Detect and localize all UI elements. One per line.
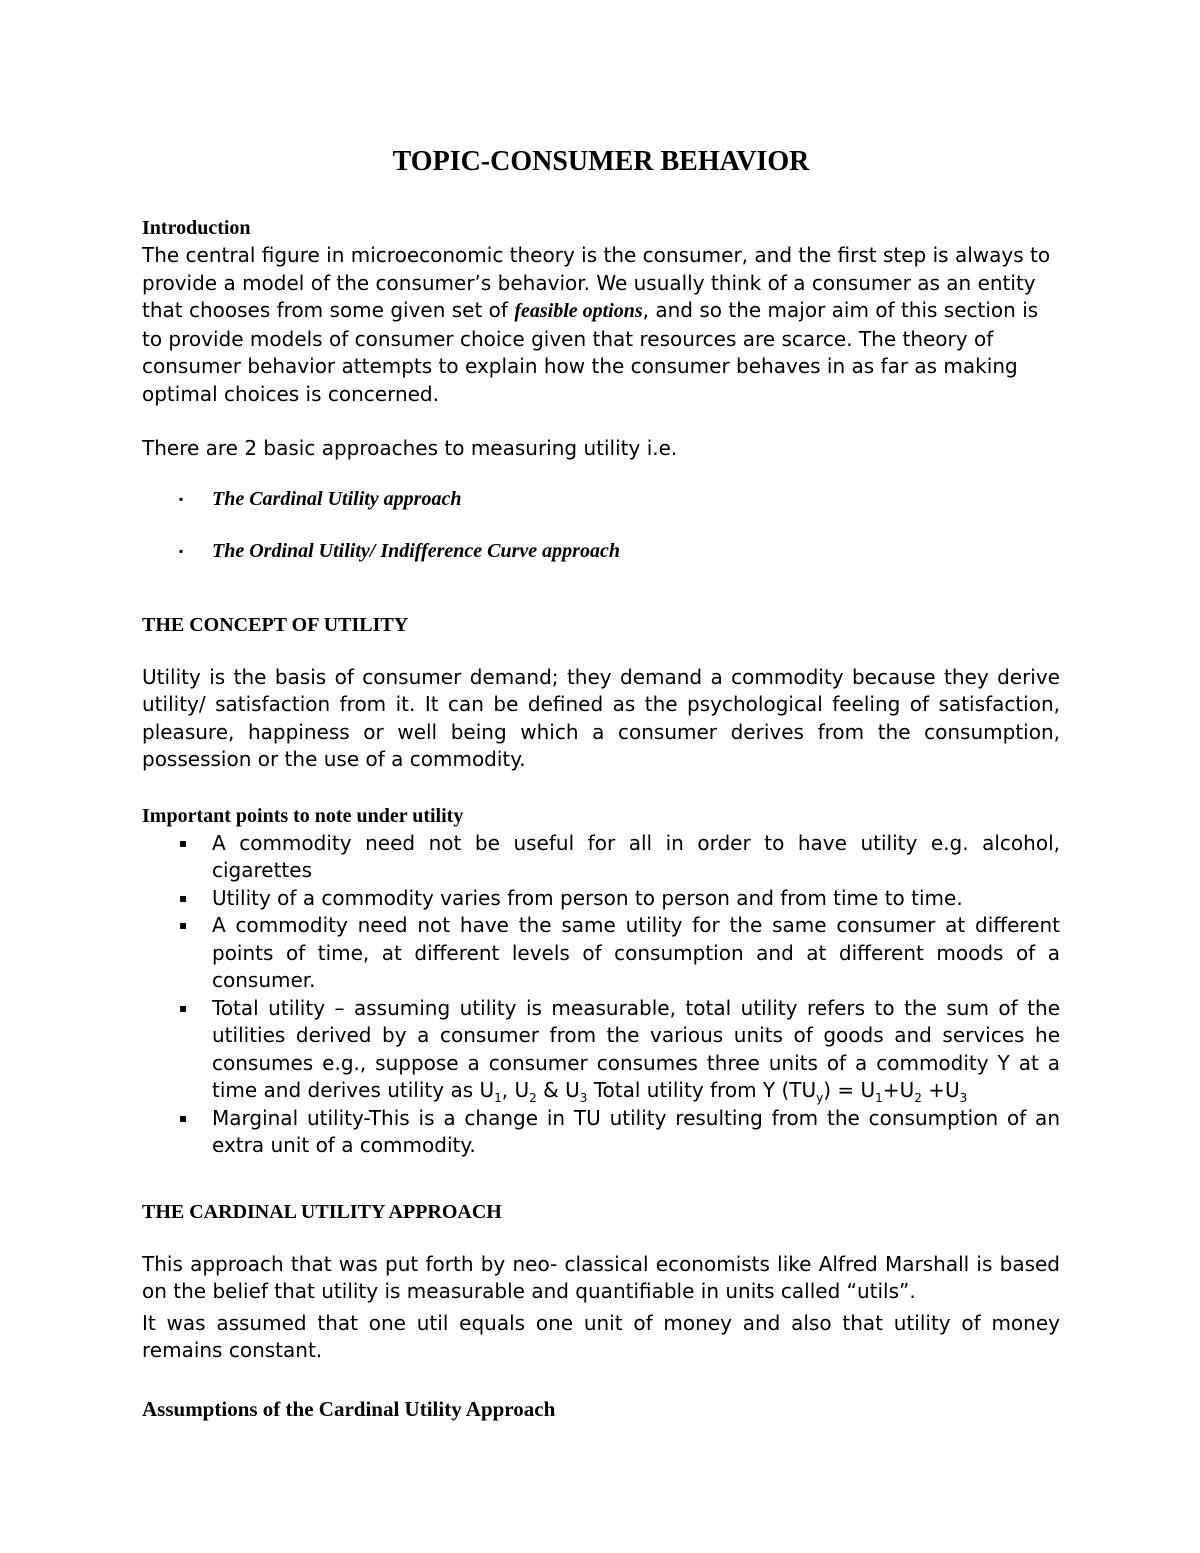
tu-part: +U [921,1078,960,1102]
intro-text-part1: The central figure in microeconomic theory is the consumer, and the first step is always to provide a model of the consumer’s behavior. We usually think of a consumer as an entity that chooses from some given set of [142,243,1051,322]
square-bullet-icon: ▪ [179,491,184,506]
document-page [142,140,1060,1423]
tu-sub: 2 [914,1091,922,1105]
tu-sub: 3 [959,1091,968,1105]
tu-part: Total utility from Y (TU [587,1078,817,1102]
tu-sub: y [816,1091,824,1105]
approaches-list [142,485,1060,565]
square-bullet-icon: ▪ [179,918,188,932]
tu-sub: 1 [875,1091,883,1105]
cardinal-paragraph-2: It was assumed that one util equals one unit of money and also that utility of money remains constant. [142,1310,1060,1362]
total-utility-text [212,996,1060,1103]
approaches-lead: There are 2 basic approaches to measuring utility i.e. [142,436,678,460]
concept-paragraph: Utility is the basis of consumer demand; they demand a commodity because they derive utility/ satisfaction from it. It can be defined as the psychological feeling of satisfaction, pleasure, happiness or well being which a consumer derives from the consumption, possession or the use of a commodity. [142,664,1060,771]
points-heading: Important points to note under utility [142,804,464,827]
feasible-options-emphasis: feasible options [514,300,643,322]
square-bullet-icon: ▪ [179,1110,188,1125]
intro-text-part2: , and so the major aim of this section is to provide models of consumer choice given that resources are scarce. The theory of consumer behavior attempts to explain how the consumer behaves in as far as making optimal choices is concerned. [142,298,1039,406]
list-item [142,912,1060,995]
point-text: A commodity need not be useful for all in order to have utility e.g. alcohol, cigarettes [212,830,1060,882]
list-item [142,995,1060,1105]
cardinal-heading: THE CARDINAL UTILITY APPROACH [142,1200,502,1223]
list-item [142,885,1060,913]
list-item [142,830,1060,885]
tu-part: +U [882,1078,915,1102]
introduction-heading: Introduction [142,217,251,239]
approach-label: The Ordinal Utility/ Indifference Curve approach [212,539,620,562]
cardinal-paragraph-1: This approach that was put forth by neo- classical economists like Alfred Marshall is based on the belief that utility is measurable and quantifiable in units called “utils”. [142,1251,1060,1303]
document-title: TOPIC-CONSUMER BEHAVIOR [392,146,810,177]
tu-sub: 2 [529,1091,537,1105]
concept-heading: THE CONCEPT OF UTILITY [142,613,409,636]
tu-part: & U [536,1078,580,1102]
tu-part: ) = U [823,1078,876,1102]
square-bullet-icon: ▪ [179,835,188,850]
list-item [142,485,1060,513]
list-item [142,1105,1060,1160]
introduction-paragraph [142,242,1060,408]
square-bullet-icon: ▪ [179,890,188,905]
tu-sub: 1 [494,1091,502,1105]
marginal-utility-text: Marginal utility-This is a change in TU utility resulting from the consumption of an extra unit of a commodity. [212,1105,1060,1157]
assumptions-heading: Assumptions of the Cardinal Utility Approach [142,1396,556,1421]
points-list [142,830,1060,1160]
point-text: Utility of a commodity varies from person to person and from time to time. [212,885,963,910]
tu-sub: 3 [579,1091,588,1105]
approach-label: The Cardinal Utility approach [212,487,462,510]
list-item [142,537,1060,565]
square-bullet-icon: ▪ [179,543,184,558]
square-bullet-icon: ▪ [179,1000,188,1015]
tu-part: Total utility – assuming utility is measurable, total utility refers to the sum of the utilities derived by a consumer from the various units of goods and services he consumes e.g., suppose a consumer consumes three units of a commodity Y at a time and derives utility as U [212,995,1060,1102]
tu-part: , U [501,1078,530,1102]
point-text: A commodity need not have the same utility for the same consumer at different points of time, at different levels of consumption and at different moods of a consumer. [212,913,1060,992]
